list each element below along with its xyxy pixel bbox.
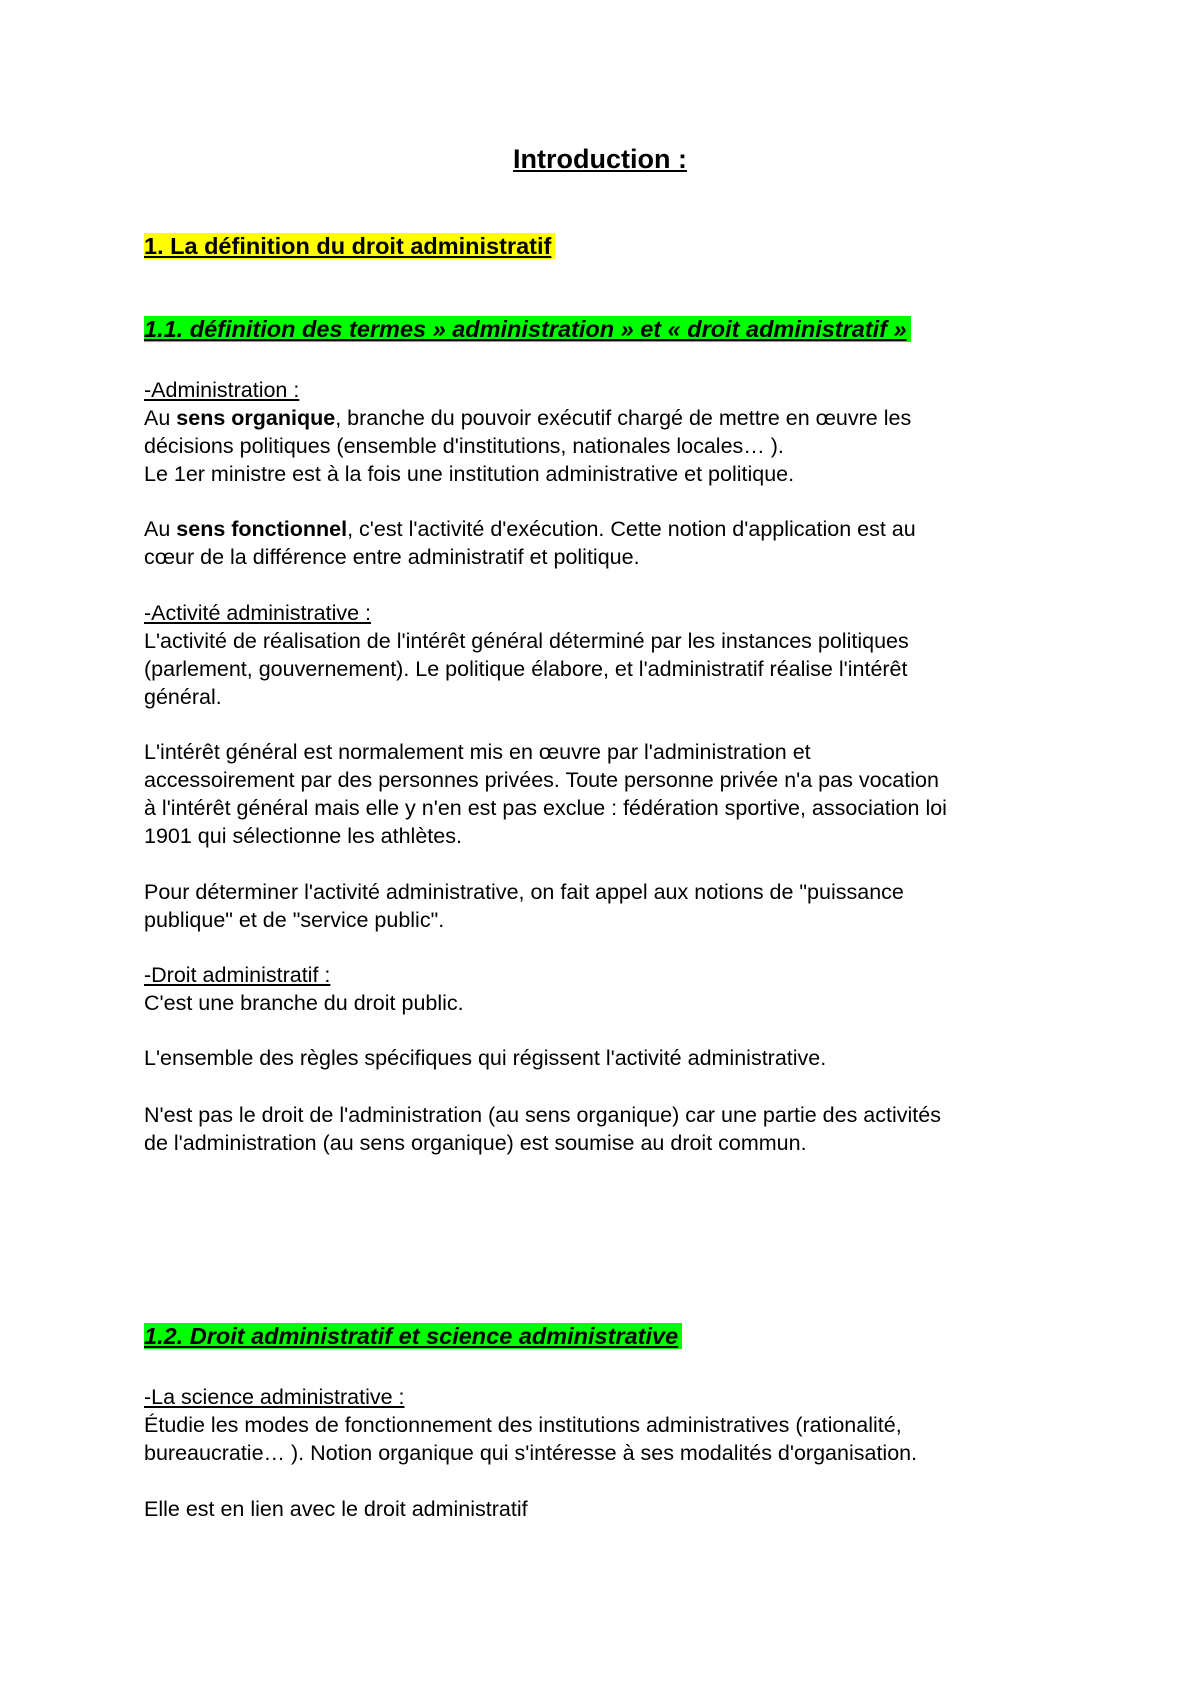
paragraph-activite-administrative	[144, 599, 1084, 711]
line: L'ensemble des règles spécifiques qui régissent l'activité administrative.	[144, 1046, 827, 1070]
paragraph-science-administrative	[144, 1383, 1084, 1467]
line: Pour déterminer l'activité administrative, on fait appel aux notions de "puissance	[144, 880, 904, 904]
line: Étudie les modes de fonctionnement des institutions administratives (rationalité,	[144, 1413, 902, 1437]
section-heading-1: 1. La définition du droit administratif	[144, 232, 1084, 260]
label-activite-administrative: -Activité administrative :	[144, 601, 372, 625]
paragraph-ensemble-regles	[144, 1044, 1084, 1072]
line: de l'administration (au sens organique) est soumise au droit commun.	[144, 1131, 807, 1155]
paragraph-interet-general	[144, 738, 1084, 850]
paragraph-droit-administratif	[144, 961, 1084, 1017]
line: décisions politiques (ensemble d'institutions, nationales locales… ).	[144, 434, 784, 458]
line: cœur de la différence entre administratif et politique.	[144, 545, 640, 569]
paragraph-puissance-publique	[144, 878, 1084, 934]
line: N'est pas le droit de l'administration (au sens organique) car une partie des activités	[144, 1103, 941, 1127]
line: accessoirement par des personnes privées. Toute personne privée n'a pas vocation	[144, 768, 939, 792]
line: Le 1er ministre est à la fois une institution administrative et politique.	[144, 462, 795, 486]
paragraph-sens-fonctionnel	[144, 515, 1084, 571]
paragraph-lien	[144, 1495, 1084, 1523]
line: L'intérêt général est normalement mis en œuvre par l'administration et	[144, 740, 811, 764]
line: L'activité de réalisation de l'intérêt général déterminé par les instances politiques	[144, 629, 909, 653]
page-title: Introduction :	[513, 144, 687, 174]
line: C'est une branche du droit public.	[144, 991, 464, 1015]
line: 1901 qui sélectionne les athlètes.	[144, 824, 462, 848]
line: publique" et de "service public".	[144, 908, 445, 932]
line: Au sens organique, branche du pouvoir exécutif chargé de mettre en œuvre les	[144, 406, 912, 430]
label-droit-administratif: -Droit administratif :	[144, 963, 331, 987]
line: Au sens fonctionnel, c'est l'activité d'exécution. Cette notion d'application est au	[144, 517, 916, 541]
subsection-heading-1-2: 1.2. Droit administratif et science administrative	[144, 1322, 1084, 1350]
paragraph-droit-commun	[144, 1101, 1084, 1157]
line: Elle est en lien avec le droit administratif	[144, 1497, 528, 1521]
line: général.	[144, 685, 222, 709]
label-administration: -Administration :	[144, 378, 300, 402]
label-science-administrative: -La science administrative :	[144, 1385, 405, 1409]
line: (parlement, gouvernement). Le politique élabore, et l'administratif réalise l'intérêt	[144, 657, 908, 681]
line: à l'intérêt général mais elle y n'en est pas exclue : fédération sportive, association loi	[144, 796, 947, 820]
line: bureaucratie… ). Notion organique qui s'intéresse à ses modalités d'organisation.	[144, 1441, 918, 1465]
subsection-heading-1-1: 1.1. définition des termes » administration » et « droit administratif »	[144, 315, 1084, 343]
paragraph-administration	[144, 376, 1084, 488]
